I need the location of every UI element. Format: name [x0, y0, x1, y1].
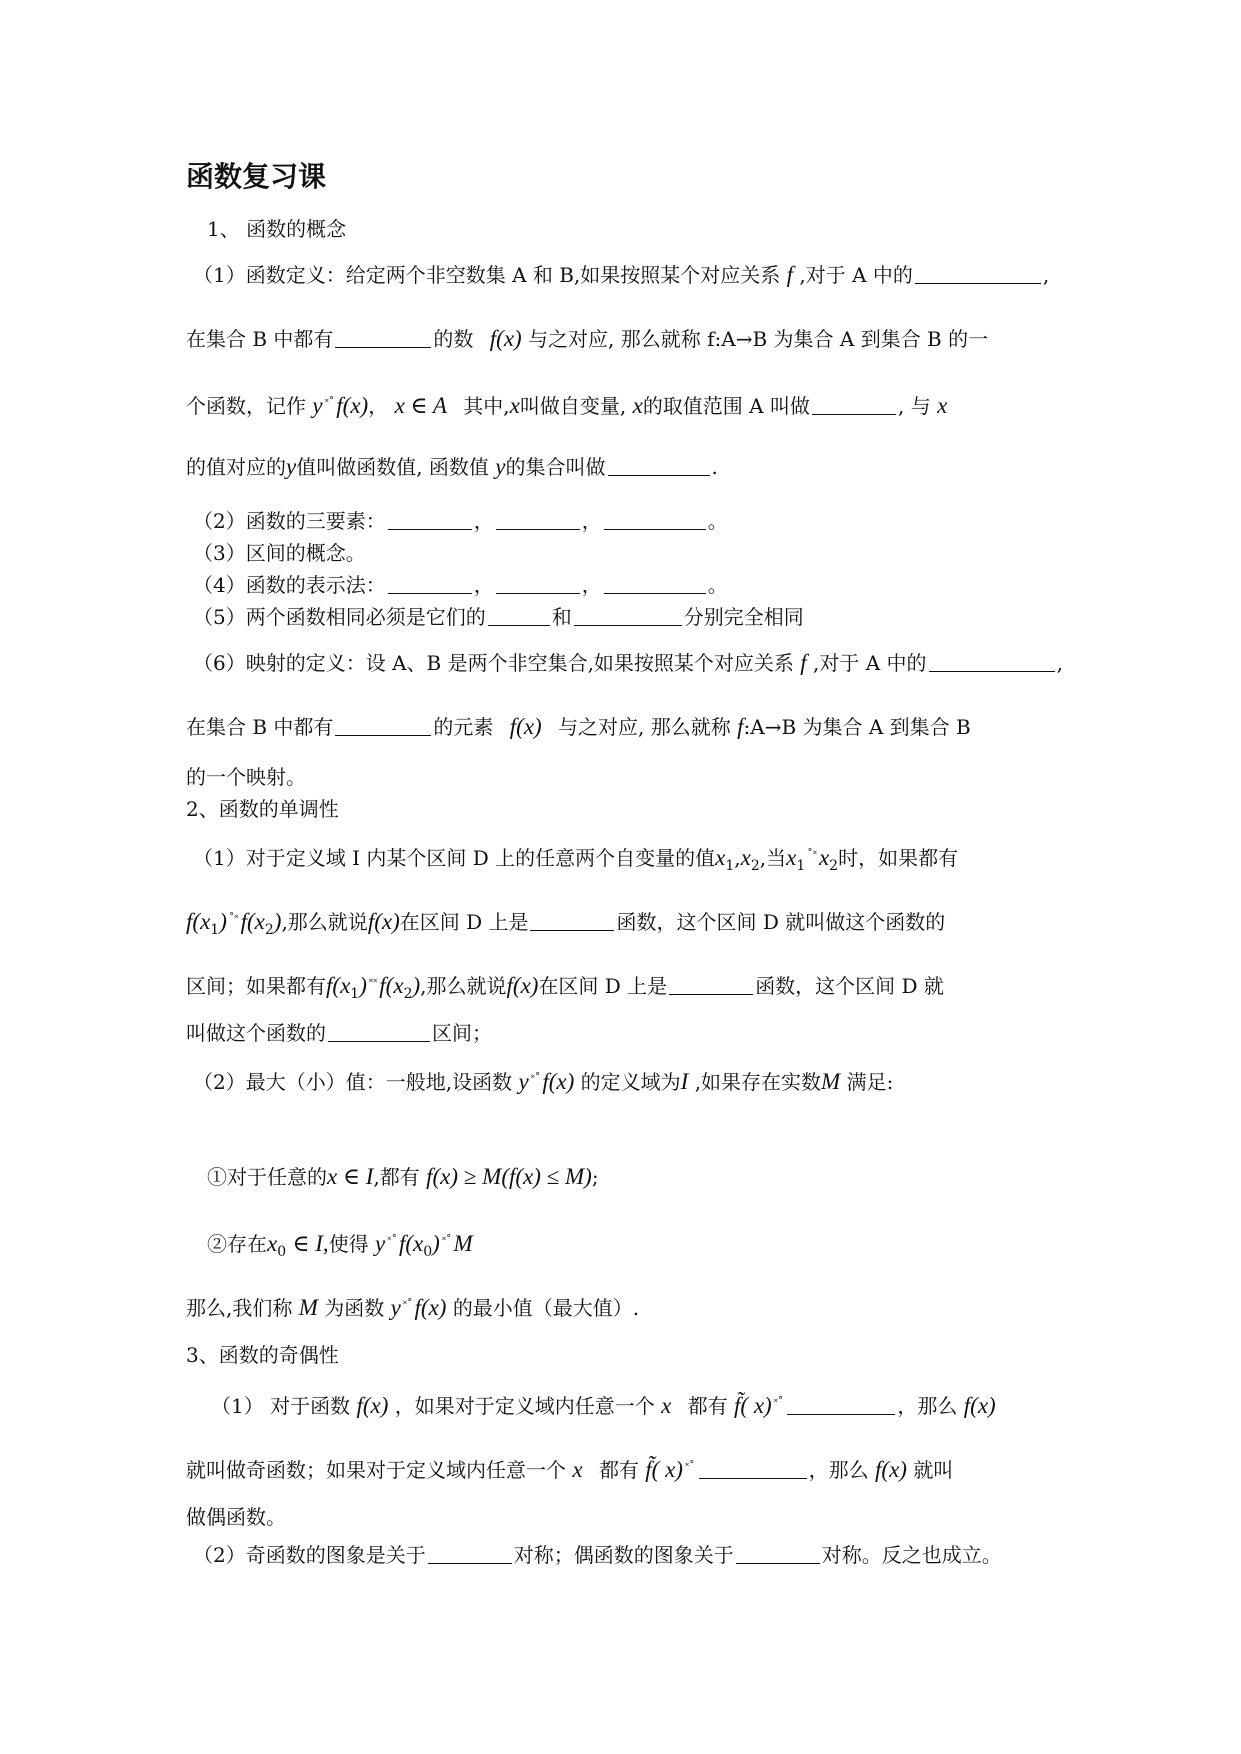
math-x: x — [267, 1231, 278, 1256]
subscript: 2 — [264, 922, 274, 938]
s2-p1-line1 — [193, 840, 958, 881]
equals-glyph: ˟˚ — [387, 1234, 397, 1247]
text: ,对于 A 中的 — [813, 651, 927, 675]
math-f: f( — [240, 909, 255, 934]
math-fx: f(x) — [356, 1393, 389, 1418]
text: ,如果存在实数 — [694, 1070, 822, 1094]
s1-p6-line3: 的一个映射。 — [186, 765, 306, 789]
text: 分别完全相同 — [683, 605, 804, 629]
text: 的元素 — [433, 715, 494, 739]
math-y: y — [375, 1231, 386, 1256]
math-fx: f(x) — [509, 714, 542, 739]
comparison-glyph: ˚˟ — [228, 912, 239, 925]
text: ，如果对于定义域内任意一个 — [394, 1394, 655, 1418]
text: （2）奇函数的图象是关于 — [193, 1543, 426, 1567]
math-f: f(x — [398, 1231, 424, 1256]
text: 与之对应, 那么就称 — [558, 715, 731, 739]
s2-p2-conclusion — [186, 1290, 639, 1323]
fill-blank — [428, 1543, 512, 1564]
math-fx: f(x) — [336, 393, 369, 418]
s2-p1-line2 — [186, 904, 945, 945]
math-f: f( — [379, 973, 394, 998]
s1-p5 — [193, 602, 804, 632]
math-fx: f(x) — [963, 1393, 996, 1418]
fill-blank — [736, 1543, 820, 1564]
s1-p3: （3）区间的概念。 — [193, 541, 366, 565]
math-y: y — [495, 454, 506, 479]
text: 对称。反之也成立。 — [821, 1543, 1002, 1567]
subscript: 0 — [423, 1244, 433, 1260]
math-x: x — [661, 1393, 672, 1418]
math-m: M — [453, 1231, 473, 1256]
text: 在区间 D 上是 — [399, 910, 529, 934]
math-x: x — [393, 973, 404, 998]
s2-p1-line4 — [186, 1018, 492, 1048]
page-title: 函数复习课 — [186, 160, 327, 193]
subscript: 1 — [725, 858, 735, 874]
text: 区间；如果都有 — [186, 974, 326, 998]
text: , — [1056, 651, 1063, 675]
math-f: f( — [326, 973, 341, 998]
math-f: f — [800, 650, 807, 675]
fill-blank — [915, 263, 1041, 284]
math-x: x — [786, 845, 797, 870]
fill-blank — [669, 974, 753, 995]
text: 满足: — [846, 1070, 894, 1094]
section-1-heading: 1、 函数的概念 — [207, 217, 347, 241]
text: ①对于任意的 — [207, 1165, 327, 1189]
s1-p1-line4 — [186, 452, 718, 482]
section-2-heading: 2、函数的单调性 — [186, 797, 339, 821]
text: （1）函数定义：给定两个非空数集 A 和 B,如果按照某个对应关系 — [193, 263, 781, 287]
math-x: x — [200, 909, 211, 934]
math-inequality: f(x) ≥ M(f(x) ≤ M) — [426, 1164, 592, 1189]
s1-p4 — [193, 570, 728, 600]
text: 就叫 — [913, 1458, 954, 1482]
text: 都有 — [598, 1458, 639, 1482]
math-fx: f(x) — [489, 326, 522, 351]
equals-glyph: ˟˚ — [402, 1298, 413, 1311]
math-x: x — [715, 845, 726, 870]
math-fx: f(x) — [542, 1069, 575, 1094]
text: ， — [473, 509, 494, 533]
s1-p6-line2 — [186, 712, 971, 742]
math-y: y — [518, 1069, 529, 1094]
text: 叫做自变量, — [519, 394, 627, 418]
text: 的集合叫做 — [505, 455, 606, 479]
math-m: M — [298, 1295, 318, 1320]
fill-blank — [604, 509, 706, 530]
text: 在集合 B 中都有 — [186, 715, 334, 739]
comparison-glyph: ˟˟ — [368, 976, 378, 989]
s1-p1-line1 — [193, 260, 1049, 290]
math-x-in-i: x ∈ I — [327, 1164, 374, 1189]
s1-p1-line3 — [186, 388, 947, 421]
text: 的定义域为 — [580, 1070, 681, 1094]
text: 对称；偶函数的图象关于 — [513, 1543, 734, 1567]
text: . — [711, 455, 718, 479]
text: 使得 — [328, 1232, 369, 1256]
math-paren: ) — [219, 909, 227, 934]
s3-p2 — [193, 1540, 1002, 1570]
s3-p1-line3: 做偶函数。 — [186, 1505, 286, 1529]
math-x: x — [818, 845, 830, 870]
text: 为函数 — [324, 1296, 385, 1320]
text: 就叫做奇函数；如果对于定义域内任意一个 — [186, 1458, 566, 1482]
text: , — [734, 846, 741, 870]
math-x: x — [509, 393, 520, 418]
math-fx: f(x) — [875, 1457, 907, 1482]
text: ,对于 A 中的 — [799, 263, 913, 287]
subscript: 1 — [796, 858, 806, 874]
section-3-heading: 3、函数的奇偶性 — [186, 1343, 339, 1367]
math-f: f — [737, 714, 744, 739]
text: （4）函数的表示法： — [193, 573, 386, 597]
fill-blank — [812, 394, 896, 415]
math-f-neg-x: f̃( x) — [734, 1393, 772, 1418]
equals-glyph: ˟˚ — [684, 1460, 695, 1473]
fill-blank — [608, 455, 710, 476]
fill-blank — [699, 1458, 807, 1479]
text: ， — [368, 394, 389, 418]
subscript: 1 — [350, 986, 360, 1002]
fill-blank — [328, 1021, 430, 1042]
math-x: x — [572, 1457, 583, 1482]
text: ，那么 — [897, 1394, 958, 1418]
math-paren: ) — [359, 973, 367, 998]
s2-p2-line1 — [193, 1064, 893, 1097]
text: ， — [473, 573, 494, 597]
text: 在集合 B 中都有 — [186, 327, 334, 351]
s1-p1-line2 — [186, 324, 988, 354]
text: 的取值范围 A 叫做 — [642, 394, 810, 418]
text: 值叫做函数值, 函数值 — [296, 455, 489, 479]
text: 函数，这个区间 D 就 — [755, 974, 944, 998]
equals-glyph: ˟˚ — [530, 1072, 541, 1085]
equals-glyph: ˟˚ — [773, 1396, 784, 1409]
s2-p2-cond2 — [207, 1226, 473, 1267]
text: :A→B 为集合 A 到集合 B — [743, 715, 971, 739]
math-paren: ) — [432, 1231, 440, 1256]
math-x: x — [740, 845, 751, 870]
text: ; — [591, 1165, 599, 1189]
math-f-neg-x: f̃( x) — [645, 1457, 683, 1482]
math-y: y — [286, 454, 297, 479]
math-fx: f(x) — [414, 1295, 447, 1320]
math-y: y — [312, 393, 323, 418]
text: ， — [581, 509, 602, 533]
text: ，那么 — [808, 1458, 869, 1482]
text: 和 — [551, 605, 572, 629]
text: （2）最大（小）值：一般地,设函数 — [193, 1070, 513, 1094]
fill-blank — [496, 573, 580, 594]
fill-blank — [787, 1394, 895, 1415]
text: ,都有 — [373, 1165, 420, 1189]
text: 那么,我们称 — [186, 1296, 293, 1320]
math-x-in-a: x ∈ A — [394, 393, 447, 418]
text: ， — [581, 573, 602, 597]
math-f: f — [786, 262, 794, 287]
subscript: 2 — [829, 858, 839, 874]
subscript: 1 — [210, 922, 220, 938]
math-x: x — [937, 393, 948, 418]
math-fx: f(x) — [506, 973, 539, 998]
text: （2）函数的三要素： — [193, 509, 386, 533]
fill-blank — [335, 327, 431, 348]
fill-blank — [530, 910, 614, 931]
text: （1）对于定义域 I 内某个区间 D 上的任意两个自变量的值 — [193, 846, 716, 870]
math-paren: ) — [273, 909, 282, 934]
text: 都有 — [687, 1394, 728, 1418]
subscript: 2 — [403, 986, 413, 1002]
s3-p1-line1 — [211, 1388, 996, 1421]
text: ,当 — [759, 846, 787, 870]
subscript: 2 — [750, 858, 760, 874]
text: 。 — [707, 573, 728, 597]
text: 个函数，记作 — [186, 394, 306, 418]
text: 的最小值（最大值）. — [452, 1296, 640, 1320]
text: ②存在 — [207, 1232, 267, 1256]
text: 时，如果都有 — [838, 846, 959, 870]
math-in-i: ∈ I, — [292, 1231, 329, 1256]
fill-blank — [574, 605, 682, 626]
math-i: I — [680, 1069, 689, 1094]
fill-blank — [604, 573, 706, 594]
fill-blank — [496, 509, 580, 530]
math-x: x — [254, 909, 265, 934]
text: ,那么就说 — [281, 910, 368, 934]
text: 的值对应的 — [186, 455, 286, 479]
text: 区间； — [432, 1021, 492, 1045]
comparison-glyph: ˚˟ — [807, 848, 817, 861]
subscript: 0 — [277, 1244, 287, 1260]
text: 在区间 D 上是 — [538, 974, 668, 998]
text: （6）映射的定义：设 A、B 是两个非空集合,如果按照某个对应关系 — [193, 651, 794, 675]
text: 叫做这个函数的 — [186, 1021, 326, 1045]
fill-blank — [335, 715, 431, 736]
text: （1） 对于函数 — [211, 1394, 351, 1418]
math-y: y — [390, 1295, 401, 1320]
fill-blank — [388, 573, 472, 594]
s2-p2-cond1 — [207, 1162, 599, 1192]
s1-p6-line1 — [193, 648, 1063, 678]
text: ,那么就说 — [420, 974, 507, 998]
fill-blank — [929, 651, 1055, 672]
text: 的数 — [433, 327, 474, 351]
text: 函数，这个区间 D 就叫做这个函数的 — [616, 910, 946, 934]
text: 与之对应, 那么就称 f:A→B 为集合 A 到集合 B 的一 — [528, 327, 989, 351]
equals-glyph: ˟˚ — [441, 1234, 452, 1247]
math-x: x — [340, 973, 351, 998]
s3-p1-line2 — [186, 1452, 953, 1485]
text: （5）两个函数相同必须是它们的 — [193, 605, 486, 629]
s2-p1-line3 — [186, 968, 944, 1009]
math-paren: ) — [412, 973, 421, 998]
text: 其中, — [463, 394, 510, 418]
s1-p2 — [193, 506, 728, 536]
fill-blank — [388, 509, 472, 530]
equals-glyph: ˟˚ — [324, 396, 335, 409]
math-f: f( — [186, 909, 201, 934]
math-x: x — [632, 393, 643, 418]
text: , 与 — [897, 394, 931, 418]
text: 。 — [707, 509, 728, 533]
math-fx: f(x) — [367, 909, 400, 934]
math-m: M — [821, 1069, 841, 1094]
fill-blank — [488, 605, 550, 626]
text: , — [1042, 263, 1050, 287]
